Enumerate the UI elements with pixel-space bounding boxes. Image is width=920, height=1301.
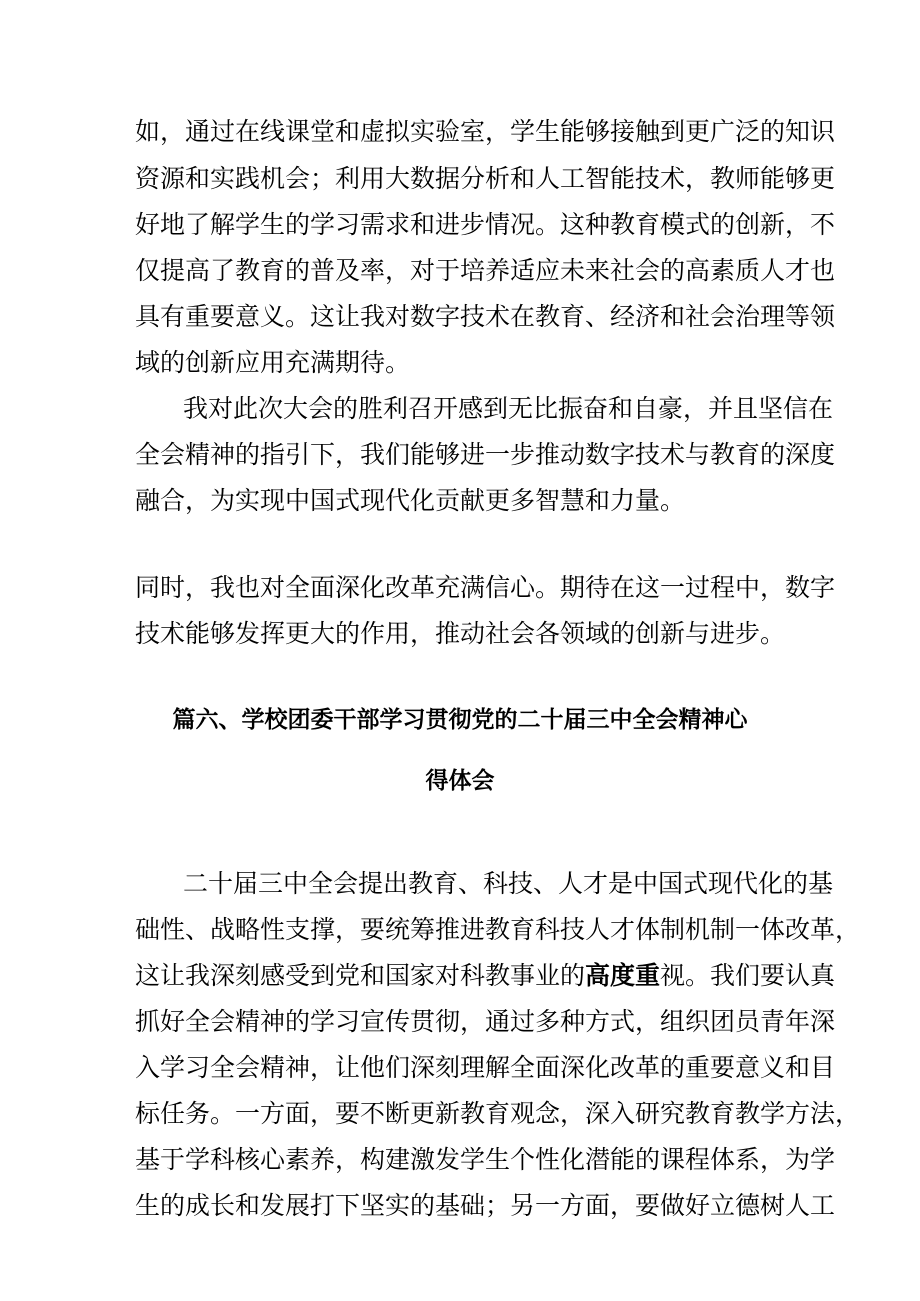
paragraph-line: 础性、战略性支撑，要统筹推进教育科技人才体制机制一体改革， <box>135 915 861 944</box>
paragraph-line: 标任务。一方面，要不断更新教育观念，深入研究教育教学方法， <box>135 1099 861 1128</box>
paragraph-line: 入学习全会精神，让他们深刻理解全面深化改革的重要意义和目 <box>135 1053 836 1082</box>
paragraph-line: 具有重要意义。这让我对数字技术在教育、经济和社会治理等领 <box>135 302 836 331</box>
paragraph-text: 这让我深刻感受到党和国家对科教事业的 <box>135 961 586 990</box>
paragraph-line <box>135 961 836 991</box>
paragraph-line: 抓好全会精神的学习宣传贯彻，通过多种方式，组织团员青年深 <box>135 1007 836 1036</box>
section-heading-continued: 得体会 <box>425 768 495 794</box>
paragraph-line: 如，通过在线课堂和虚拟实验室，学生能够接触到更广泛的知识 <box>135 117 836 146</box>
paragraph-line: 好地了解学生的学习需求和进步情况。这种教育模式的创新，不 <box>135 210 836 239</box>
paragraph-text: 视。我们要认真 <box>660 961 836 990</box>
section-heading: 篇六、学校团委干部学习贯彻党的二十届三中全会精神心 <box>172 707 748 733</box>
paragraph-line: 融合，为实现中国式现代化贡献更多智慧和力量。 <box>135 486 686 515</box>
paragraph-line: 基于学科核心素养，构建激发学生个性化潜能的课程体系，为学 <box>135 1145 836 1174</box>
paragraph-line: 同时，我也对全面深化改革充满信心。期待在这一过程中，数字 <box>135 573 836 602</box>
paragraph-line: 全会精神的指引下，我们能够进一步推动数字技术与教育的深度 <box>135 440 836 469</box>
bold-emphasis: 高度重 <box>585 961 661 990</box>
paragraph-line: 技术能够发挥更大的作用，推动社会各领域的创新与进步。 <box>135 619 786 648</box>
paragraph-line: 域的创新应用充满期待。 <box>135 348 411 377</box>
paragraph-line: 生的成长和发展打下坚实的基础；另一方面，要做好立德树人工 <box>135 1191 836 1220</box>
paragraph-line: 仅提高了教育的普及率，对于培养适应未来社会的高素质人才也 <box>135 256 836 285</box>
paragraph-line: 我对此次大会的胜利召开感到无比振奋和自豪，并且坚信在 <box>183 394 834 423</box>
paragraph-line: 二十届三中全会提出教育、科技、人才是中国式现代化的基 <box>183 869 834 898</box>
paragraph-line: 资源和实践机会；利用大数据分析和人工智能技术，教师能够更 <box>135 164 836 193</box>
